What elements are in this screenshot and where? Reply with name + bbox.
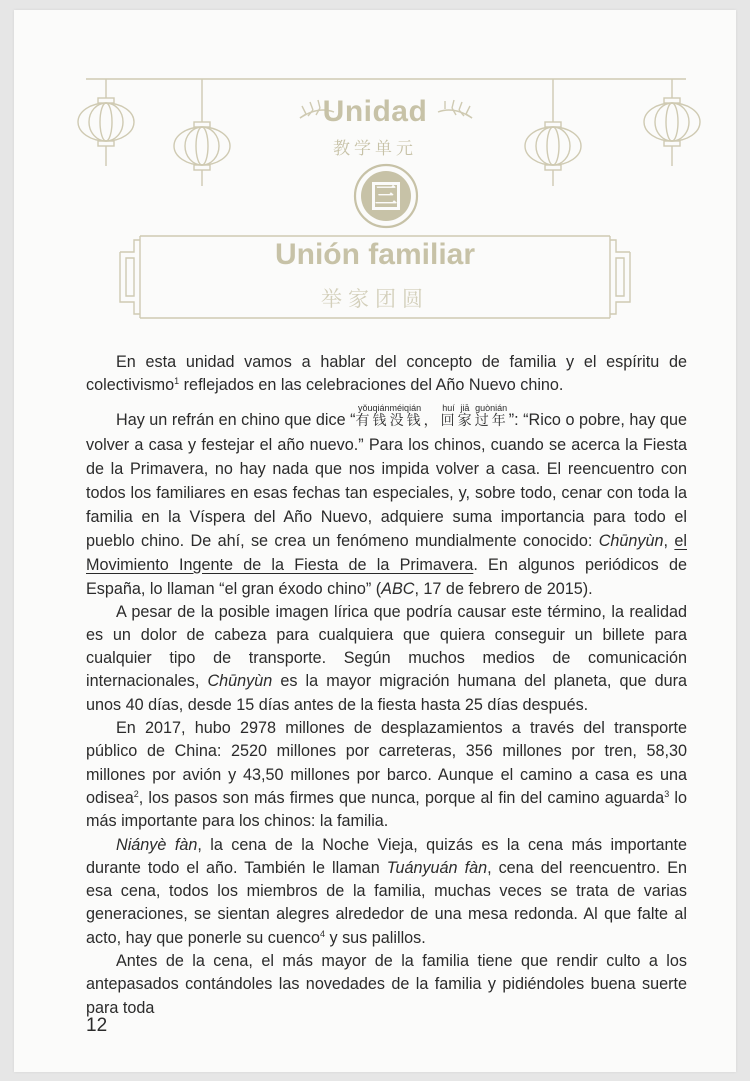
paragraph: En 2017, hubo 2978 millones de desplazamientos a través del transporte público de China: 2520 millones por carreteras, 356 millones por tren, 58,30 millones por avión y 43,50 millones por barco. Aunque el camino a casa es una odisea$^2$, los pasos son más firmes que nunca, porque al fin del camino aguarda$^3$ lo más importante para los chinos: la familia. — [86, 719, 687, 831]
underlined-term: el Movimiento Ingente de la Fiesta de la Primavera — [86, 531, 687, 574]
body-text — [86, 351, 687, 1020]
unit-title: Unión familiar — [274, 238, 476, 271]
footnote-ref: 4 — [319, 928, 325, 939]
chinese-phrase: 有钱没钱yǒuqiánméiqián — [355, 402, 424, 429]
unit-label: Unidad — [322, 95, 428, 128]
unit-title-chinese: 举家团圆 — [321, 288, 429, 311]
page-number: 12 — [86, 1015, 108, 1036]
chinese-phrase: 回家过年huí jiā guònián — [440, 402, 509, 429]
paragraph: A pesar de la posible imagen lírica que podría causar este término, la realidad es un dolor de cabeza para cualquiera que quiera conseguir un billete para cualquier tipo de transporte. Según muchos medios de comunicación internacionales, Chūnyùn es la mayor migración humana del planeta, que dura unos 40 días, desde 15 días antes de la fiesta hasta 25 días después. — [86, 602, 687, 714]
footnote-ref: 3 — [664, 788, 670, 799]
unit-label-chinese: 教学单元 — [333, 139, 417, 158]
unit-number: 三 — [374, 183, 397, 209]
footnote-ref: 2 — [133, 788, 139, 799]
paragraph: Niányè fàn, la cena de la Noche Vieja, quizás es la cena más importante durante todo el año. También le llaman Tuányuán fàn, cena del reencuentro. En esa cena, todos los miembros de la familia, muchas veces se trata de varias generaciones, se sientan alegres alrededor de una mesa redonda. Al que falte al acto, hay que ponerle su cuenco$^4$ y sus palillos. — [86, 835, 688, 947]
footnote-ref: 1 — [174, 376, 180, 387]
paragraph: Antes de la cena, el más mayor de la familia tiene que rendir culto a los antepasados contándoles las novedades de la familia y pidiéndoles buena suerte para toda — [86, 952, 687, 1017]
paragraph: Hay un refrán en chino que dice “有钱没钱yǒuqiánméiqián，回家过年huí jiā guònián”: “Rico o pobre, hay que volver a casa y festejar el año nuevo.” Para los chinos, cuando se acerca la Fiesta de la Primavera, no hay nada que nos impida volver a casa. El reencuentro con todos los familiares en esas fechas tan especiales, y, sobre todo, cenar con toda la familia en la Víspera del Año Nuevo, adquiere suma importancia para todo el pueblo chino. De ahí, se crea un fenómeno mundialmente conocido: Chūnyùn, el Movimiento Ingente de la Fiesta de la Primavera. En algunos periódicos de España, lo llaman “el gran éxodo chino” (ABC, 17 de febrero de 2015). — [86, 402, 688, 598]
paragraph: En esta unidad vamos a hablar del concepto de familia y el espíritu de colectivismo$^1$ reflejados en las celebraciones del Año Nuevo chino. — [86, 353, 687, 395]
